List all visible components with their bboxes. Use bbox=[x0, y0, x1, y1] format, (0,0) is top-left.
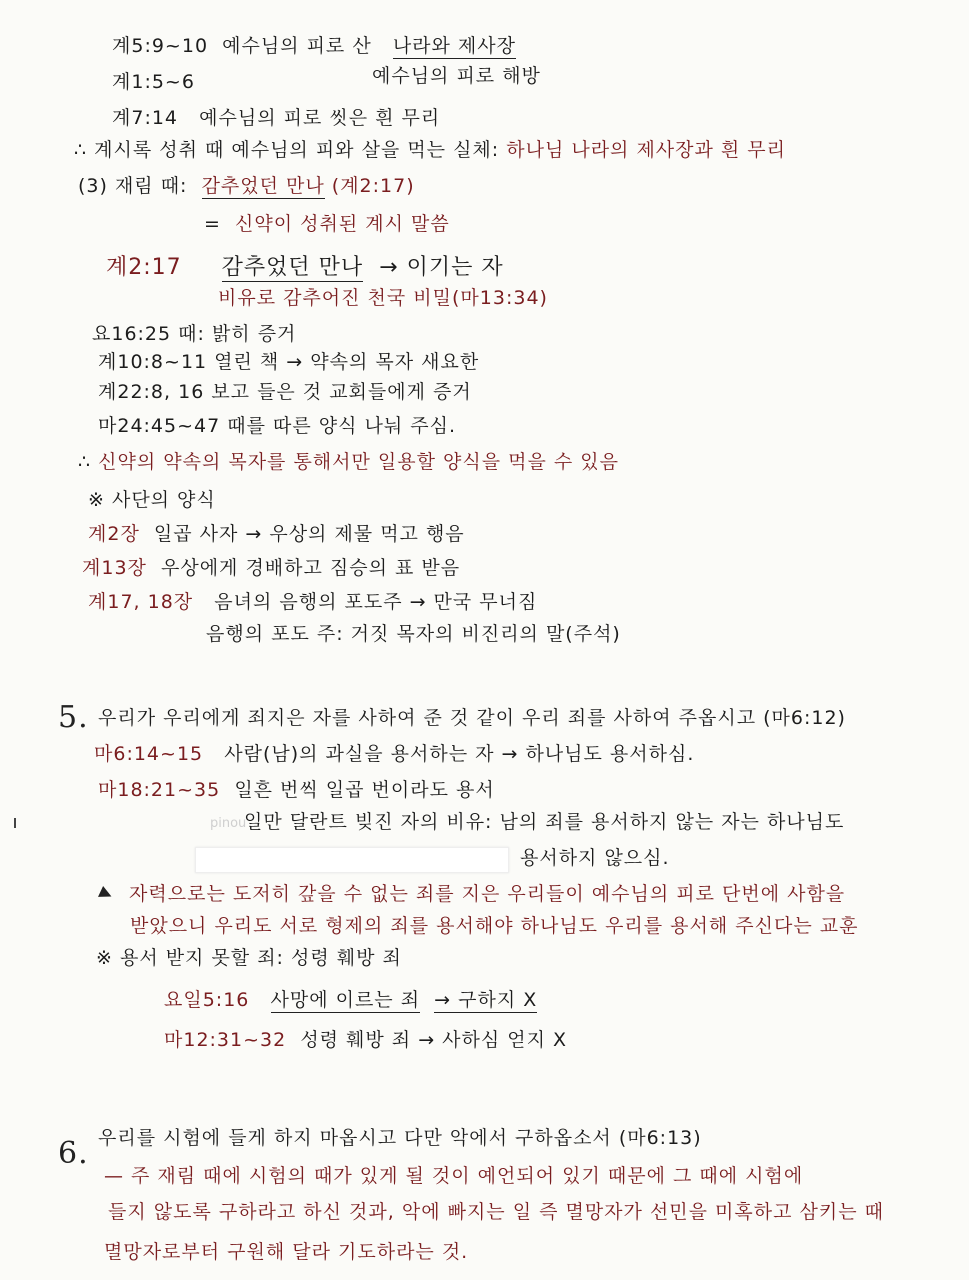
note-line: 마12:31~32 성령 훼방 죄 → 사하심 얻지 X bbox=[164, 1029, 568, 1051]
note-line: 마24:45~47 때를 따른 양식 나눠 주심. bbox=[98, 415, 456, 437]
note-line: 계5:9~10 예수님의 피로 산 나라와 제사장 bbox=[112, 35, 516, 57]
bleed-through-text: pinou bbox=[210, 816, 247, 831]
triangle-bullet-icon bbox=[98, 886, 114, 902]
note-line: 계2장 일곱 사자 → 우상의 제물 먹고 행음 bbox=[88, 523, 465, 545]
note-line: 계13장 우상에게 경배하고 짐승의 표 받음 bbox=[82, 557, 461, 579]
note-line: ∴ 신약의 약속의 목자를 통해서만 일용할 양식을 먹을 수 있음 bbox=[78, 451, 619, 473]
note-line: 계17, 18장 음녀의 음행의 포도주 → 만국 무너짐 bbox=[88, 591, 538, 613]
note-line: 음행의 포도 주: 거짓 목자의 비진리의 말(주석) bbox=[206, 623, 621, 645]
note-line: ∴ 계시록 성취 때 예수님의 피와 살을 먹는 실체: 하나님 나라의 제사장과 흰 무리 bbox=[74, 139, 786, 161]
note-line: 들지 않도록 구하라고 하신 것과, 악에 빠지는 일 즉 멸망자가 선민을 미혹하고 삼키는 때 bbox=[108, 1201, 884, 1223]
note-line: 일만 달란트 빚진 자의 비유: 남의 죄를 용서하지 않는 자는 하나님도 bbox=[244, 811, 845, 833]
note-line: 용서하지 않으심. bbox=[520, 847, 670, 869]
note-line: 예수님의 피로 해방 bbox=[372, 65, 541, 87]
section-heading: 우리를 시험에 들게 하지 마옵시고 다만 악에서 구하옵소서 (마6:13) bbox=[98, 1127, 702, 1149]
note-line: 마18:21~35 일흔 번씩 일곱 번이라도 용서 bbox=[98, 779, 495, 801]
section-number: 6. bbox=[58, 1136, 89, 1171]
section-number: 5. bbox=[58, 700, 89, 735]
section-heading: 우리가 우리에게 죄지은 자를 사하여 준 것 같이 우리 죄를 사하여 주옵시고 (마6:12) bbox=[98, 707, 846, 729]
whiteout-patch bbox=[195, 847, 509, 873]
note-line: 멸망자로부터 구원해 달라 기도하라는 것. bbox=[104, 1241, 469, 1263]
note-line: 요16:25 때: 밝히 증거 bbox=[92, 323, 297, 345]
note-line: 요일5:16 사망에 이르는 죄 → 구하지 X bbox=[164, 989, 538, 1011]
note-line: 마6:14~15 사람(남)의 과실을 용서하는 자 → 하나님도 용서하심. bbox=[94, 743, 695, 765]
note-line: 계7:14 예수님의 피로 씻은 흰 무리 bbox=[112, 107, 441, 129]
note-line: 자력으로는 도저히 갚을 수 없는 죄를 지은 우리들이 예수님의 피로 단번에 사함을 bbox=[100, 880, 845, 908]
note-line: 계22:8, 16 보고 들은 것 교회들에게 증거 bbox=[98, 381, 472, 403]
note-line: = 신약이 성취된 계시 말씀 bbox=[204, 213, 450, 235]
note-line: — 주 재림 때에 시험의 때가 있게 될 것이 예언되어 있기 때문에 그 때에 시험에 bbox=[104, 1165, 804, 1187]
note-line: 받았으니 우리도 서로 형제의 죄를 용서해야 하나님도 우리를 용서해 주신다는 교훈 bbox=[130, 915, 859, 937]
note-line: ※ 사단의 양식 bbox=[88, 489, 216, 511]
note-line: 계2:17 감추었던 만나 → 이기는 자 bbox=[106, 255, 504, 280]
note-line: ※ 용서 받지 못할 죄: 성령 훼방 죄 bbox=[96, 947, 402, 969]
note-line: 계10:8~11 열린 책 → 약속의 목자 새요한 bbox=[98, 351, 480, 373]
margin-tick-mark bbox=[14, 818, 16, 828]
note-line: 비유로 감추어진 천국 비밀(마13:34) bbox=[218, 287, 548, 309]
note-line: (3) 재림 때: 감추었던 만나 (계2:17) bbox=[78, 175, 415, 197]
note-line: 계1:5~6 bbox=[112, 71, 195, 93]
